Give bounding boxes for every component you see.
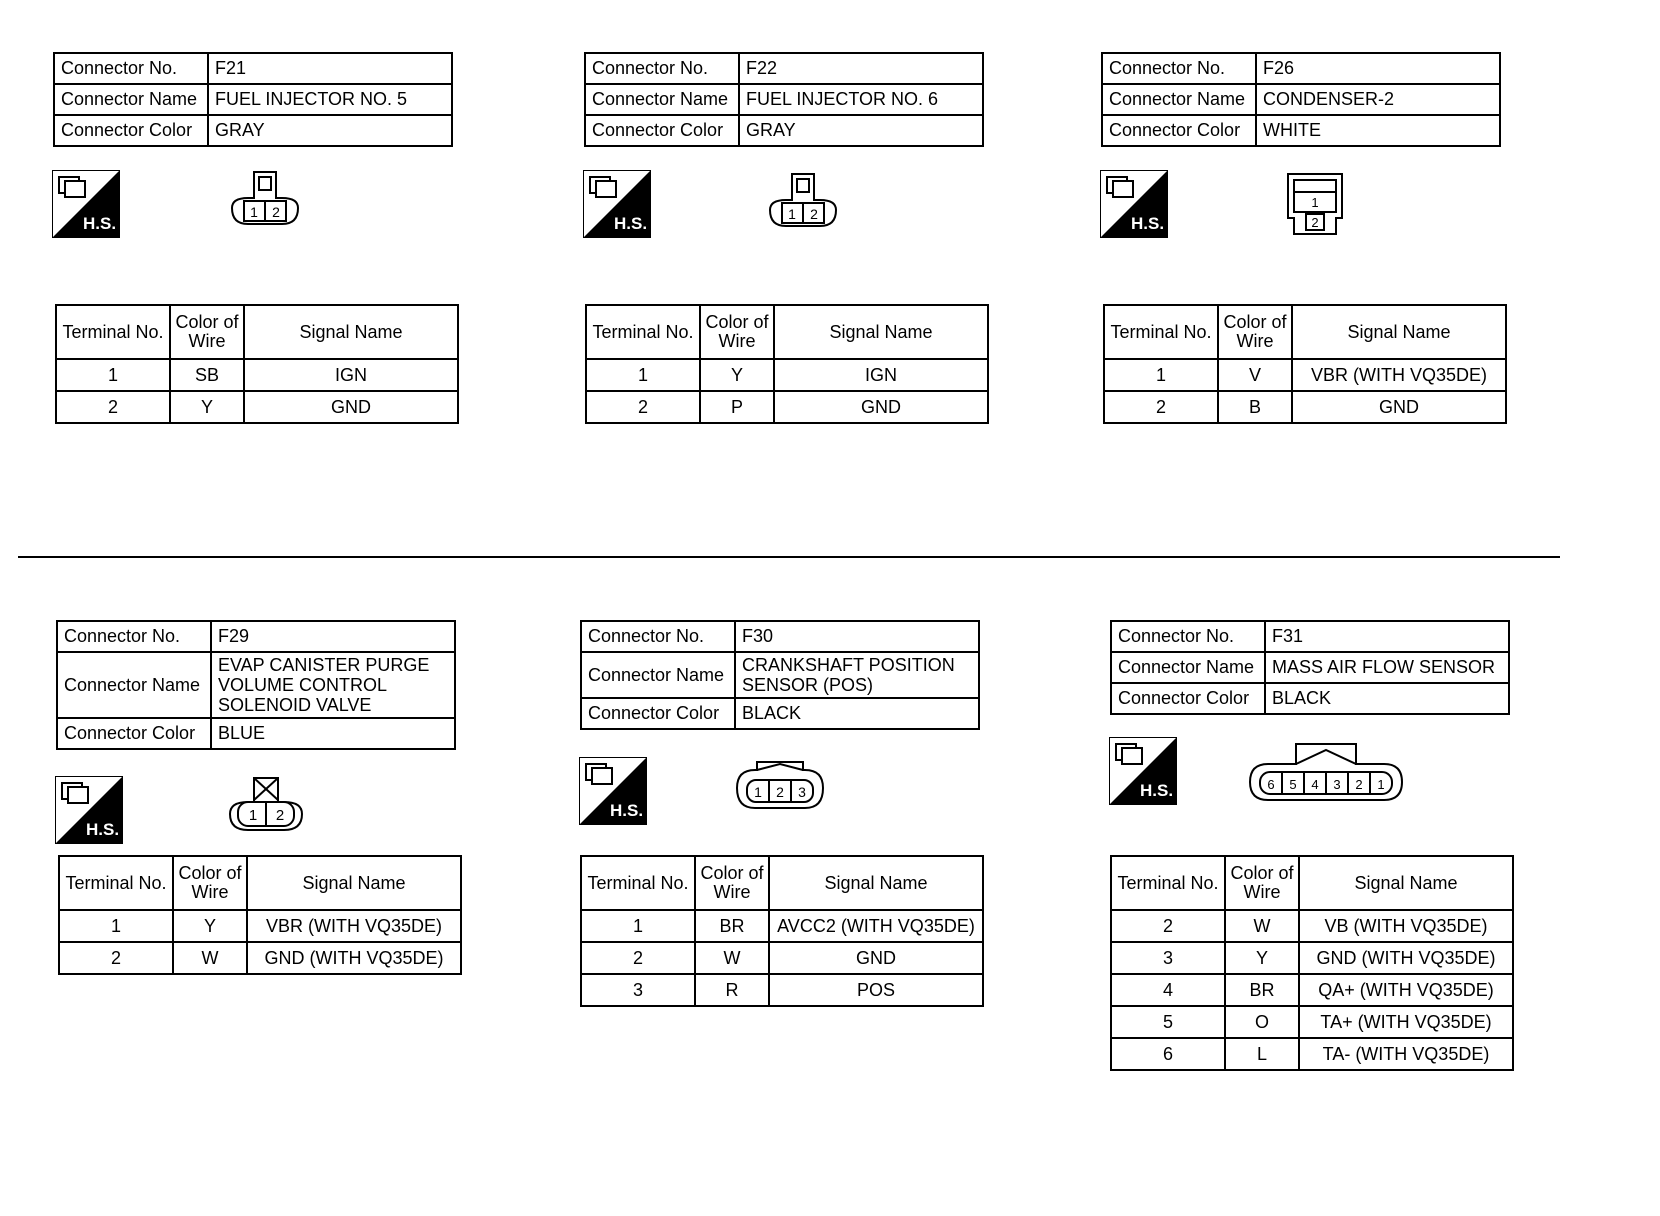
- signal-name: GND: [774, 391, 988, 423]
- connector-no-label: Connector No.: [1102, 53, 1256, 84]
- connector-name-label: Connector Name: [1102, 84, 1256, 115]
- connector-no-label: Connector No.: [1111, 621, 1265, 652]
- wire-color: O: [1225, 1006, 1299, 1038]
- pin-label: 2: [275, 807, 285, 824]
- connector-color-label: Connector Color: [581, 698, 735, 729]
- connector-header-table: [56, 620, 456, 750]
- table-row: [1111, 1038, 1513, 1070]
- pin-label: 1: [250, 204, 258, 220]
- table-row: [59, 910, 461, 942]
- connector-no-value: F30: [735, 621, 979, 652]
- connector-name-value: FUEL INJECTOR NO. 6: [739, 84, 983, 115]
- pin-label: 2: [1355, 777, 1363, 792]
- table-row: [1111, 942, 1513, 974]
- terminal-table-f21: [55, 304, 459, 424]
- signal-name: QA+ (WITH VQ35DE): [1299, 974, 1513, 1006]
- color-of-wire-header: Color of Wire: [170, 305, 244, 359]
- pin-label: 6: [1267, 777, 1275, 792]
- table-row: [581, 974, 983, 1006]
- hs-harness-side-icon: [583, 170, 651, 238]
- connector-header-table: [1101, 52, 1501, 147]
- table-row: [1111, 1006, 1513, 1038]
- connector-panel-f29: [56, 620, 456, 750]
- connector-name-label: Connector Name: [585, 84, 739, 115]
- connector-no-value: F21: [208, 53, 452, 84]
- hs-harness-side-icon: [1100, 170, 1168, 238]
- table-row: [581, 942, 983, 974]
- terminal-no: 2: [1104, 391, 1218, 423]
- signal-name: TA+ (WITH VQ35DE): [1299, 1006, 1513, 1038]
- terminal-no: 2: [581, 942, 695, 974]
- connector-no-label: Connector No.: [581, 621, 735, 652]
- table-row: [1104, 359, 1506, 391]
- connector-color-value: GRAY: [208, 115, 452, 146]
- connector-panel-f22: [584, 52, 984, 147]
- wire-color: Y: [170, 391, 244, 423]
- pin-label: 1: [1377, 777, 1385, 792]
- terminal-table-f30: [580, 855, 984, 1007]
- pin-label: 3: [798, 784, 806, 800]
- connector-header-table: [1110, 620, 1510, 715]
- connector-color-label: Connector Color: [57, 718, 211, 749]
- connector-color-value: BLACK: [1265, 683, 1509, 714]
- wire-color: P: [700, 391, 774, 423]
- connector-panel-f30: [580, 620, 980, 730]
- table-row: [1111, 910, 1513, 942]
- terminal-no: 5: [1111, 1006, 1225, 1038]
- table-row: [1111, 974, 1513, 1006]
- signal-name-header: Signal Name: [769, 856, 983, 910]
- pin-label: 2: [1311, 215, 1319, 230]
- hs-badge-text: H.S.: [614, 214, 648, 233]
- terminal-no: 1: [59, 910, 173, 942]
- terminal-table-f29: [58, 855, 462, 975]
- signal-name: GND: [769, 942, 983, 974]
- hs-badge-text: H.S.: [86, 820, 120, 839]
- connector-color-label: Connector Color: [54, 115, 208, 146]
- terminal-no: 3: [581, 974, 695, 1006]
- connector-header-table: [580, 620, 980, 730]
- wire-color: W: [173, 942, 247, 974]
- signal-name: GND: [244, 391, 458, 423]
- color-of-wire-header: Color of Wire: [173, 856, 247, 910]
- hs-badge-text: H.S.: [1140, 781, 1174, 800]
- hs-harness-side-icon: [55, 776, 123, 844]
- terminal-table-f22: [585, 304, 989, 424]
- hs-harness-side-icon: [1109, 737, 1177, 805]
- connector-no-label: Connector No.: [585, 53, 739, 84]
- wire-color: W: [695, 942, 769, 974]
- connector-no-value: F31: [1265, 621, 1509, 652]
- connector-name-label: Connector Name: [581, 652, 735, 698]
- wire-color: BR: [1225, 974, 1299, 1006]
- connector-name-label: Connector Name: [1111, 652, 1265, 683]
- terminal-no: 2: [1111, 910, 1225, 942]
- pin-label: 2: [272, 204, 280, 220]
- wire-color: R: [695, 974, 769, 1006]
- connector-color-value: BLACK: [735, 698, 979, 729]
- table-row: [586, 391, 988, 423]
- signal-name-header: Signal Name: [247, 856, 461, 910]
- terminal-no: 1: [581, 910, 695, 942]
- connector-name-value: FUEL INJECTOR NO. 5: [208, 84, 452, 115]
- color-of-wire-header: Color of Wire: [1218, 305, 1292, 359]
- signal-name: GND (WITH VQ35DE): [1299, 942, 1513, 974]
- pin-label: 1: [788, 206, 796, 222]
- hs-badge-text: H.S.: [610, 801, 644, 820]
- table-row: [56, 359, 458, 391]
- connector-no-value: F29: [211, 621, 455, 652]
- color-of-wire-header: Color of Wire: [695, 856, 769, 910]
- connector-panel-f21: [53, 52, 453, 147]
- terminal-no: 4: [1111, 974, 1225, 1006]
- signal-name: VBR (WITH VQ35DE): [1292, 359, 1506, 391]
- table-row: [59, 942, 461, 974]
- terminal-no-header: Terminal No.: [586, 305, 700, 359]
- connector-header-table: [53, 52, 453, 147]
- connector-color-value: BLUE: [211, 718, 455, 749]
- wire-color: Y: [700, 359, 774, 391]
- pin-label: 1: [248, 807, 258, 824]
- terminal-no: 2: [56, 391, 170, 423]
- terminal-no: 3: [1111, 942, 1225, 974]
- signal-name: VBR (WITH VQ35DE): [247, 910, 461, 942]
- terminal-no-header: Terminal No.: [1104, 305, 1218, 359]
- pin-label: 1: [1311, 195, 1319, 210]
- pin-label: 4: [1311, 777, 1319, 792]
- terminal-no: 1: [56, 359, 170, 391]
- connector-name-value: CONDENSER-2: [1256, 84, 1500, 115]
- connector-name-value: EVAP CANISTER PURGE VOLUME CONTROL SOLENOID VALVE: [211, 652, 455, 718]
- signal-name: TA- (WITH VQ35DE): [1299, 1038, 1513, 1070]
- signal-name-header: Signal Name: [1299, 856, 1513, 910]
- connector-name-value: CRANKSHAFT POSITION SENSOR (POS): [735, 652, 979, 698]
- hs-badge-text: H.S.: [83, 214, 117, 233]
- wire-color: W: [1225, 910, 1299, 942]
- terminal-no: 1: [586, 359, 700, 391]
- connector-color-label: Connector Color: [585, 115, 739, 146]
- terminal-no: 2: [586, 391, 700, 423]
- connector-no-label: Connector No.: [54, 53, 208, 84]
- terminal-no-header: Terminal No.: [56, 305, 170, 359]
- signal-name: POS: [769, 974, 983, 1006]
- terminal-no-header: Terminal No.: [581, 856, 695, 910]
- connector-face-icon: [226, 772, 306, 839]
- pin-label: 5: [1289, 777, 1297, 792]
- connector-name-value: MASS AIR FLOW SENSOR: [1265, 652, 1509, 683]
- signal-name-header: Signal Name: [774, 305, 988, 359]
- signal-name: IGN: [244, 359, 458, 391]
- signal-name: GND: [1292, 391, 1506, 423]
- section-divider: [18, 556, 1560, 558]
- connector-panel-f31: [1110, 620, 1510, 715]
- table-row: [56, 391, 458, 423]
- table-row: [586, 359, 988, 391]
- wire-color: L: [1225, 1038, 1299, 1070]
- wire-color: Y: [1225, 942, 1299, 974]
- pin-label: 3: [1333, 777, 1341, 792]
- terminal-no: 1: [1104, 359, 1218, 391]
- wire-color: Y: [173, 910, 247, 942]
- signal-name: IGN: [774, 359, 988, 391]
- signal-name-header: Signal Name: [1292, 305, 1506, 359]
- connector-face-icon: [733, 760, 827, 817]
- wire-color: V: [1218, 359, 1292, 391]
- hs-badge-text: H.S.: [1131, 214, 1165, 233]
- terminal-no-header: Terminal No.: [1111, 856, 1225, 910]
- connector-color-label: Connector Color: [1102, 115, 1256, 146]
- connector-face-icon: [1246, 742, 1406, 809]
- pin-label: 2: [776, 784, 784, 800]
- color-of-wire-header: Color of Wire: [700, 305, 774, 359]
- connector-name-label: Connector Name: [57, 652, 211, 718]
- pin-label: 1: [754, 784, 762, 800]
- connector-face-icon: [1284, 170, 1346, 245]
- connector-panel-f26: [1101, 52, 1501, 147]
- connector-header-table: [584, 52, 984, 147]
- hs-harness-side-icon: [52, 170, 120, 238]
- connector-no-value: F22: [739, 53, 983, 84]
- connector-color-label: Connector Color: [1111, 683, 1265, 714]
- pin-label: 2: [810, 206, 818, 222]
- signal-name-header: Signal Name: [244, 305, 458, 359]
- wire-color: B: [1218, 391, 1292, 423]
- terminal-no-header: Terminal No.: [59, 856, 173, 910]
- connector-color-value: GRAY: [739, 115, 983, 146]
- wire-color: BR: [695, 910, 769, 942]
- connector-color-value: WHITE: [1256, 115, 1500, 146]
- table-row: [1104, 391, 1506, 423]
- hs-harness-side-icon: [579, 757, 647, 825]
- connector-face-icon: [766, 170, 840, 237]
- connector-name-label: Connector Name: [54, 84, 208, 115]
- connector-no-label: Connector No.: [57, 621, 211, 652]
- wire-color: SB: [170, 359, 244, 391]
- connector-face-icon: [228, 168, 302, 235]
- signal-name: VB (WITH VQ35DE): [1299, 910, 1513, 942]
- color-of-wire-header: Color of Wire: [1225, 856, 1299, 910]
- terminal-no: 6: [1111, 1038, 1225, 1070]
- connector-no-value: F26: [1256, 53, 1500, 84]
- terminal-table-f26: [1103, 304, 1507, 424]
- terminal-table-f31: [1110, 855, 1514, 1071]
- signal-name: GND (WITH VQ35DE): [247, 942, 461, 974]
- terminal-no: 2: [59, 942, 173, 974]
- signal-name: AVCC2 (WITH VQ35DE): [769, 910, 983, 942]
- table-row: [581, 910, 983, 942]
